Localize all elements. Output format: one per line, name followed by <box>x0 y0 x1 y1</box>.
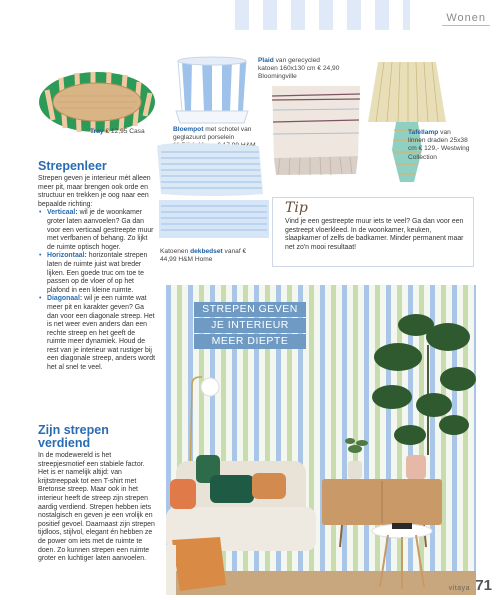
flowerpot-detail: met schotel van geglazuurd porselein <box>173 126 252 142</box>
bullet-diagonal-label: Diagonaal: <box>47 295 83 303</box>
section-label: Wonen <box>442 12 490 26</box>
table-lamp-caption <box>408 129 470 162</box>
bullet-diagonal-text: wil je een ruimte wat meer pit en karakter geven? Ga dan voor een diagonale streep. Het is net weer even anders dan een rechte streep en het geeft de ruimte meer dynamiek. Houd de rest van je interieur wat rustiger bij een diagonale streep, anders wordt het al snel te veel. <box>47 295 156 372</box>
plaid-name: Plaid <box>258 57 274 64</box>
bullet-horizontal <box>47 252 156 295</box>
bullet-horizontal-text: horizontale strepen laten de ruimte juist wat breder lijken. Een goede truc om toe te passen op de vloer of op het plafond in een kleine ruimte. <box>47 252 148 294</box>
table-lamp-detail: van linnen draden 25x38 cm € 129,- Westwing Collection <box>408 129 470 161</box>
tray-name: Tray <box>90 128 104 135</box>
bullet-diagonal <box>47 295 156 372</box>
photo-overlay-title <box>194 302 306 349</box>
bullet-vertical-label: Verticaal: <box>47 209 78 217</box>
plaid-photo <box>268 82 364 177</box>
bullet-horizontal-label: Horizontaal: <box>47 252 87 260</box>
duvet-set-prefix: Katoenen <box>160 248 189 255</box>
page-number: 71 <box>475 577 492 594</box>
header-stripe-decoration <box>235 0 410 30</box>
article-intro: Strepen geven je interieur mét alleen meer pit, maar brengen ook orde en structuur en trekken je oog naar een bepaalde richting: <box>38 175 151 208</box>
article-body-2: In de modewereld is het streepjesmotief een stabiele factor. Het is er namelijk altijd: van krijtstreeppak tot een T-shirt met Bretonse streep. Maar ook in het interieur heeft de streep zijn strepen aardig verdiend. Strepen hebben iets nostalgisch en geven je een vrolijk en positief gevoel. Daarnaast zijn strepen tijdloos, stijlvol, elegant én hebben ze de power om iets met de ruimte te doen. Zo kunnen strepen een ruimte groter en luchtiger laten aanvoelen. <box>38 452 155 563</box>
table-lamp-name: Tafellamp <box>408 129 439 136</box>
duvet-set-caption <box>160 248 260 264</box>
overlay-line-3: MEER DIEPTE <box>194 334 306 349</box>
bullet-vertical <box>47 209 156 252</box>
heading-strepenleer: Strepenleer <box>38 159 107 173</box>
stripe-direction-list <box>38 209 156 372</box>
tray-detail: € 12,95 Casa <box>105 128 145 135</box>
tray-caption <box>90 128 170 136</box>
plaid-caption <box>258 57 340 82</box>
overlay-line-1: STREPEN GEVEN <box>194 302 306 317</box>
duvet-set-detail: vanaf € 44,99 H&M Home <box>160 248 247 264</box>
duvet-set-photo <box>155 140 273 246</box>
tray-photo <box>35 60 160 135</box>
flowerpot-name: Bloempot <box>173 126 204 133</box>
article-column <box>38 175 156 373</box>
tip-text: Vind je een gestreepte muur iets te veel? Ga dan voor een gestreept vloerkleed. In de woonkamer, keuken, slaapkamer of zelfs de badkamer. Minder permanent maar net zo'n mooi resultaat! <box>285 218 464 251</box>
overlay-line-2: JE INTERIEUR <box>194 318 306 333</box>
bullet-vertical-text: wil je de woonkamer groter laten aanvoelen? Ga dan voor een verticaal gestreepte muur met verfbanen of behang. Zo lijkt de ruimte optisch hoger. <box>47 209 154 251</box>
table-lamp-photo <box>362 60 452 188</box>
heading-zijn-strepen-verdiend: Zijn strepen verdiend <box>38 423 109 450</box>
plaid-detail: van gerecycled katoen 160x130 cm € 24,90 Bloomingville <box>258 57 340 81</box>
magazine-name: vitaya <box>448 585 470 592</box>
duvet-set-name: dekbedset <box>190 248 223 255</box>
tip-box <box>272 197 474 267</box>
flowerpot-photo <box>172 55 252 127</box>
tip-title: Tip <box>285 200 308 216</box>
